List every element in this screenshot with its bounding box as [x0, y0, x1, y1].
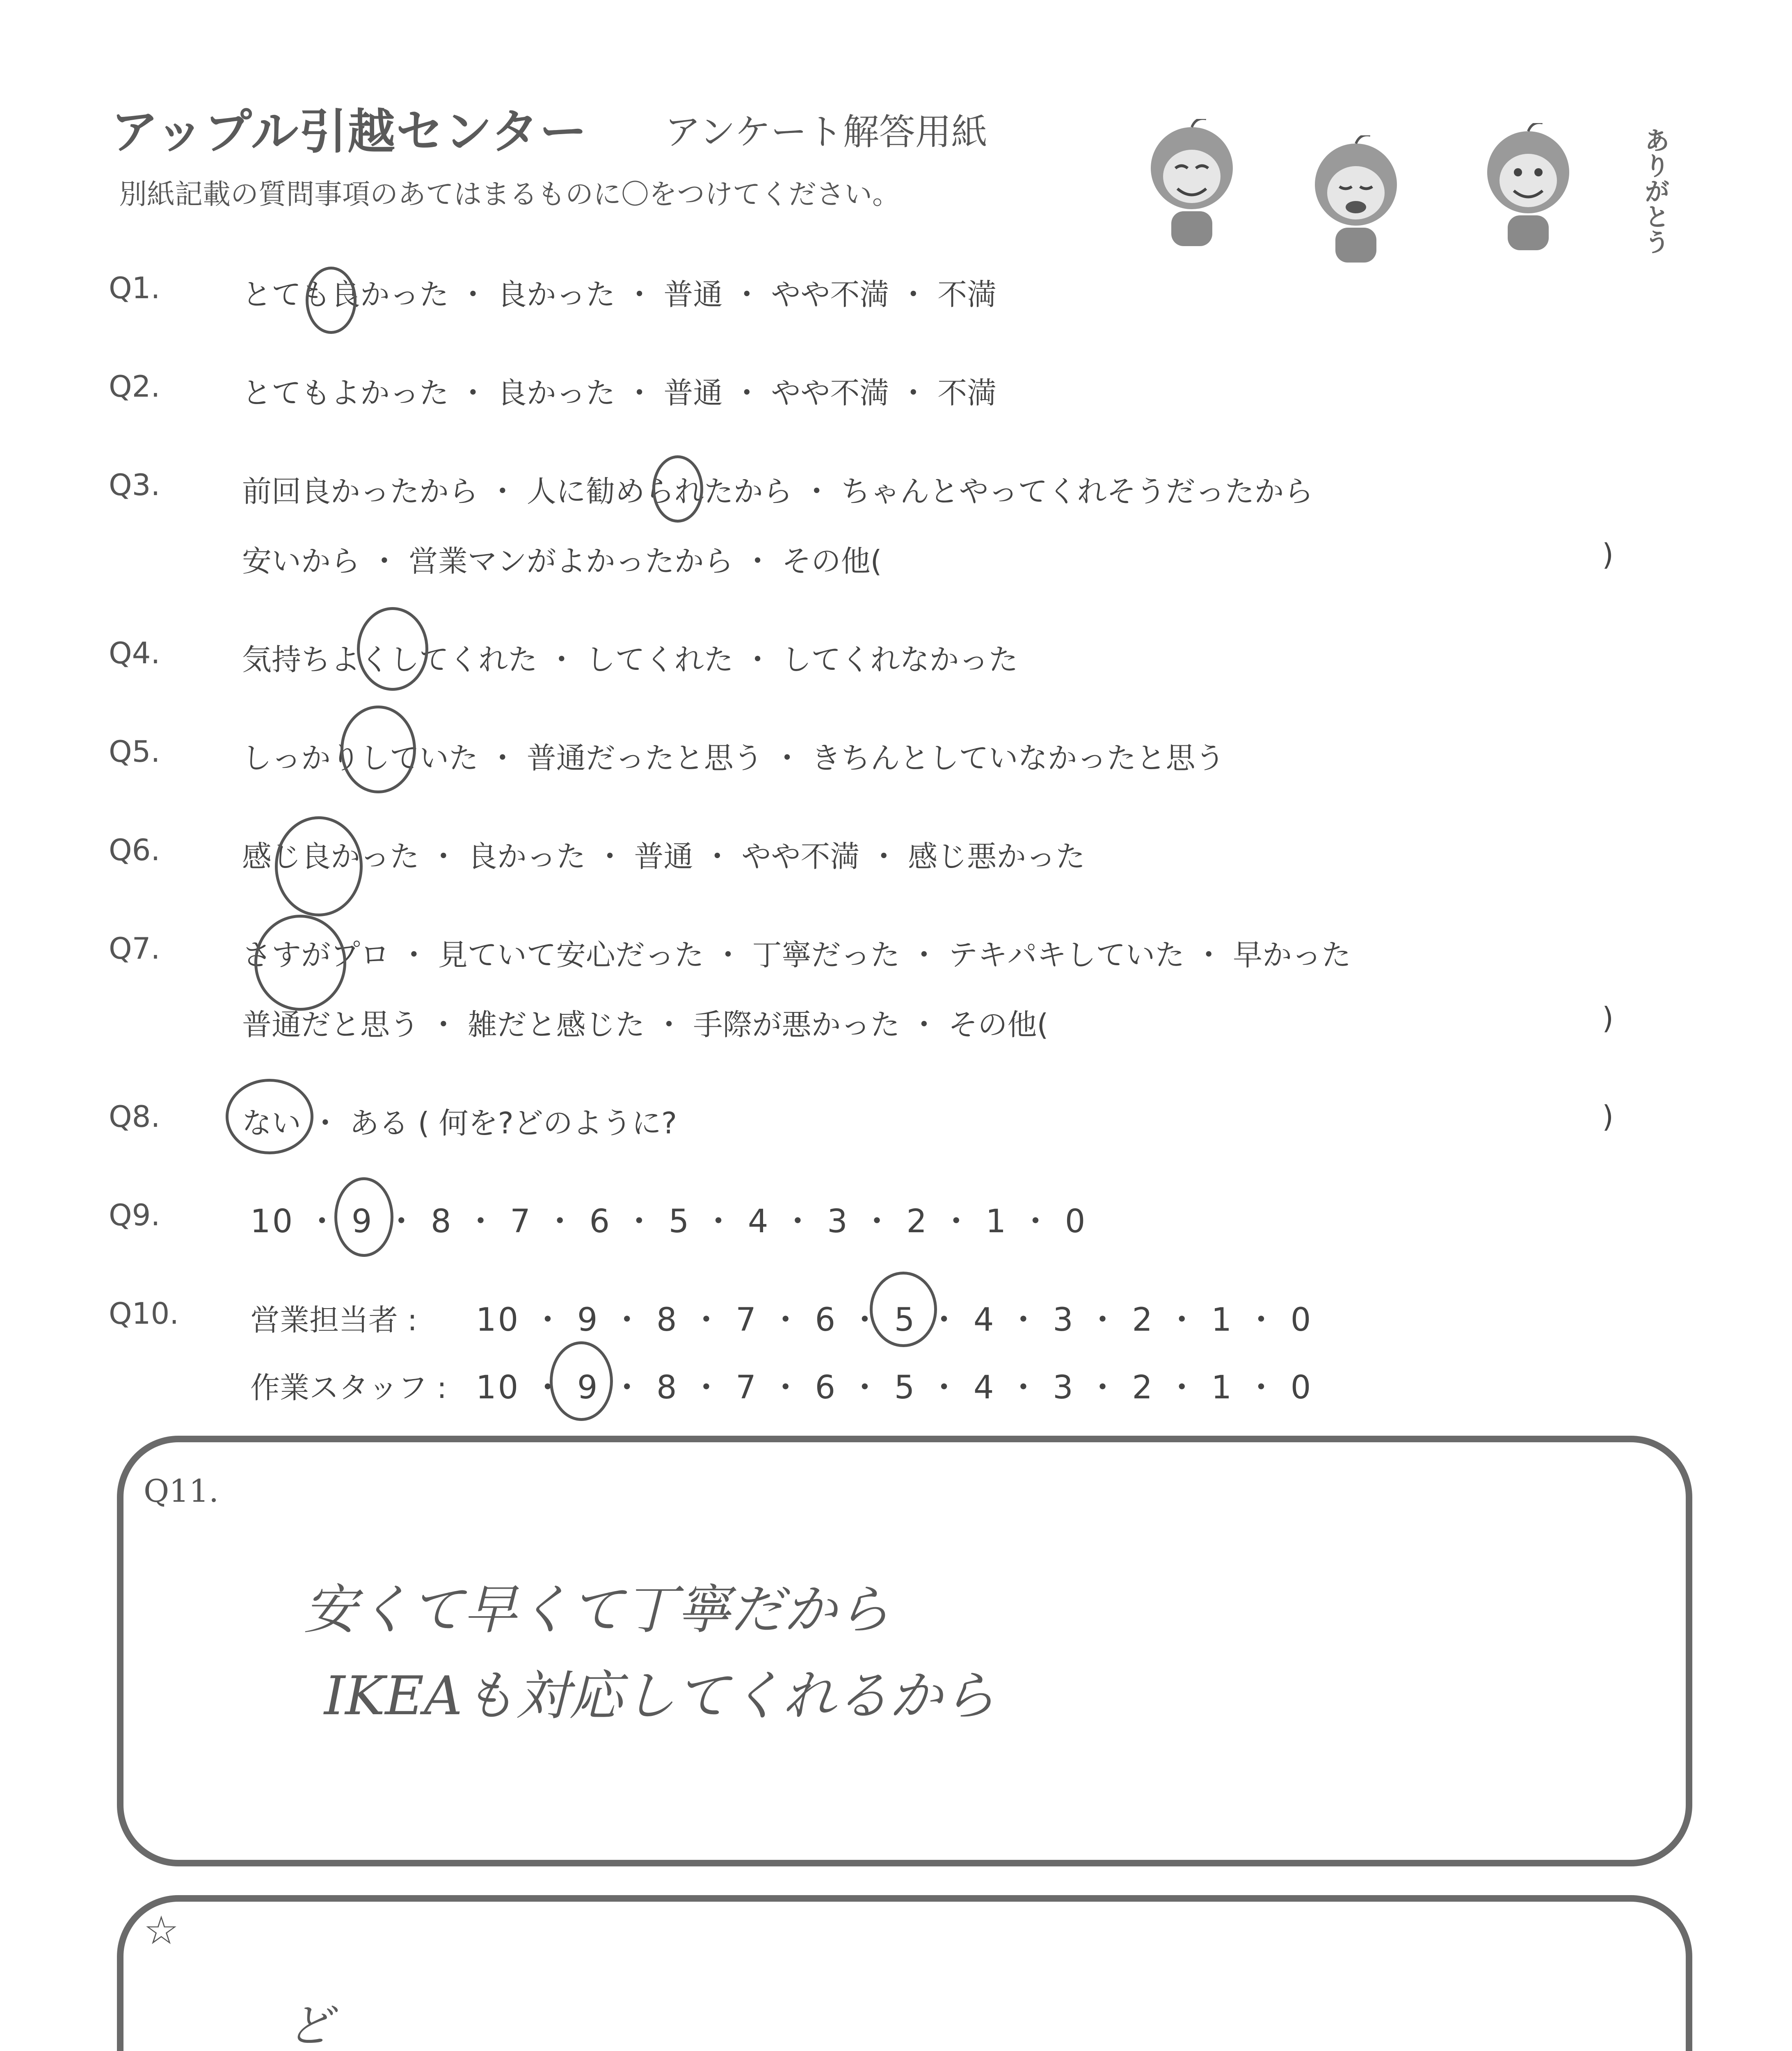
q11-answer-box [117, 1436, 1692, 1866]
q3-options-line2: 安いから ・ 営業マンがよかったから ・ その他( [242, 544, 882, 578]
answer-circle-q3 [652, 455, 703, 523]
answer-circle-q10-sales [870, 1272, 937, 1347]
q3-label: Q3. [109, 468, 160, 502]
q6-options: 感じ良かった ・ 良かった ・ 普通 ・ やや不満 ・ 感じ悪かった [242, 839, 1086, 874]
answer-circle-q10-staff [550, 1341, 613, 1421]
q10-label: Q10. [109, 1296, 179, 1331]
q6-label: Q6. [109, 833, 160, 867]
q5-options: しっかりしていた ・ 普通だったと思う ・ きちんとしていなかったと思う [242, 741, 1225, 775]
q2-label: Q2. [109, 369, 160, 404]
thanks-text: ありがとう [1640, 127, 1670, 254]
q7-label: Q7. [109, 931, 160, 966]
q11-answer-line1: 安くて早くて丁寧だから [304, 1578, 891, 1641]
answer-circle-q6 [275, 816, 363, 916]
q9-scale: 10 ・ 9 ・ 8 ・ 7 ・ 6 ・ 5 ・ 4 ・ 3 ・ 2 ・ 1 ・ 0 [250, 1203, 1087, 1240]
q10-sales-label: 営業担当者 : [250, 1303, 418, 1337]
star-box-scribble: ど [287, 1999, 332, 2051]
answer-circle-q4 [357, 607, 428, 691]
answer-circle-q8 [226, 1079, 313, 1154]
q11-answer-line2: IKEAも対応してくれるから [324, 1665, 996, 1727]
q10-sales-scale: 10 ・ 9 ・ 8 ・ 7 ・ 6 ・ 5 ・ 4 ・ 3 ・ 2 ・ 1 ・ 0 [476, 1302, 1313, 1338]
q1-options: とても良かった ・ 良かった ・ 普通 ・ やや不満 ・ 不満 [242, 277, 997, 312]
company-name: アップル引越センター [111, 104, 588, 160]
q10-staff-scale: 10 ・ 9 ・ 8 ・ 7 ・ 6 ・ 5 ・ 4 ・ 3 ・ 2 ・ 1 ・ 0 [476, 1369, 1313, 1406]
answer-circle-q1 [306, 267, 357, 334]
monkey-mascot-1-icon [1141, 119, 1243, 254]
q8-close-paren: ) [1602, 1099, 1614, 1134]
star-comment-box [117, 1895, 1692, 2051]
q4-label: Q4. [109, 636, 160, 670]
q8-options: ない ・ ある ( 何を?どのように? [242, 1106, 677, 1140]
monkey-mascot-3-icon [1477, 123, 1579, 258]
answer-circle-q9 [334, 1177, 393, 1257]
q1-label: Q1. [109, 271, 160, 305]
q7-options-line1: さすがプロ ・ 見ていて安心だった ・ 丁寧だった ・ テキパキしていた ・ 早かった [242, 938, 1351, 972]
form-name: アンケート解答用紙 [665, 111, 987, 153]
star-icon: ☆ [144, 1907, 179, 1953]
instruction-text: 別紙記載の質問事項のあてはまるものに〇をつけてください。 [119, 178, 901, 211]
answer-circle-q5 [341, 706, 416, 793]
q9-label: Q9. [109, 1198, 160, 1232]
q7-options-line2: 普通だと思う ・ 雑だと感じた ・ 手際が悪かった ・ その他( [242, 1007, 1049, 1042]
q2-options: とてもよかった ・ 良かった ・ 普通 ・ やや不満 ・ 不満 [242, 376, 997, 410]
q8-label: Q8. [109, 1099, 160, 1134]
q7-close-paren: ) [1602, 1001, 1614, 1035]
q5-label: Q5. [109, 734, 160, 769]
q10-staff-label: 作業スタッフ : [250, 1370, 447, 1405]
q11-label: Q11. [144, 1473, 219, 1509]
q3-close-paren: ) [1602, 537, 1614, 572]
answer-circle-q7 [254, 915, 346, 1011]
q4-options: 気持ちよくしてくれた ・ してくれた ・ してくれなかった [242, 642, 1018, 677]
q3-options-line1: 前回良かったから ・ 人に勧められたから ・ ちゃんとやってくれそうだったから [242, 474, 1314, 509]
monkey-mascot-2-icon [1305, 135, 1407, 271]
